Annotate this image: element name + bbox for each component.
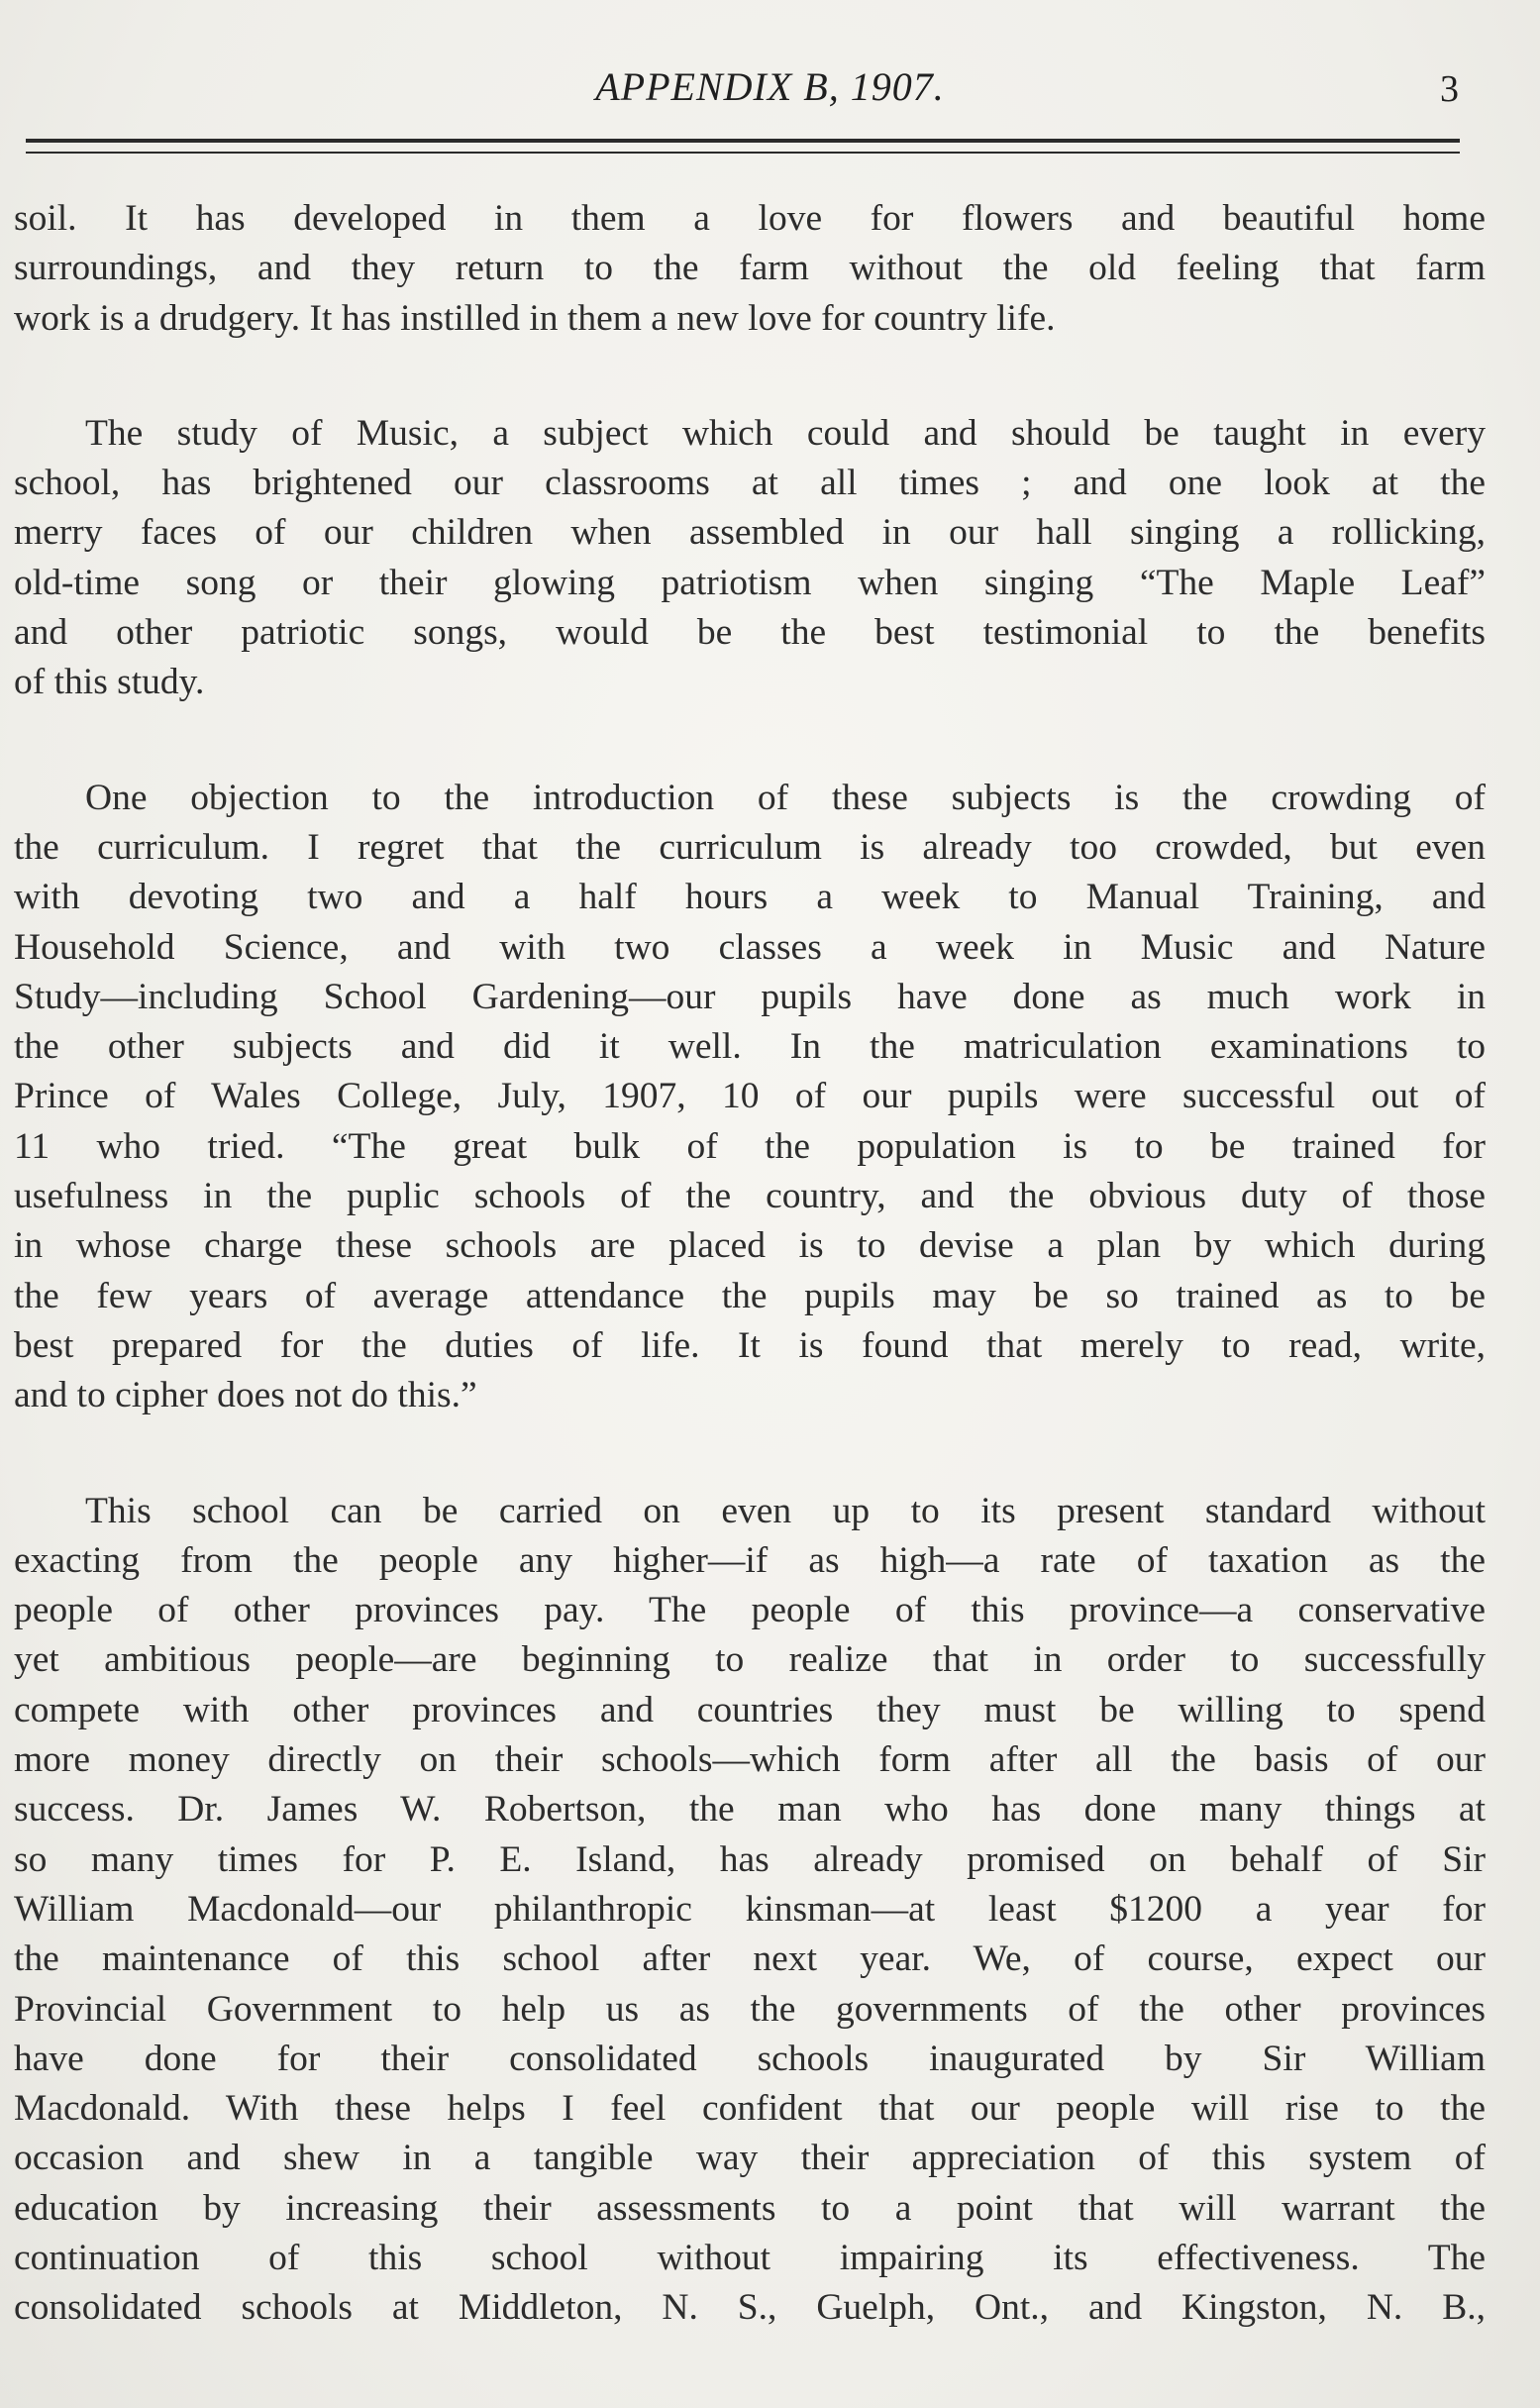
text-line: have done for their consolidated schools inaugurated by Sir William (14, 2038, 1486, 2079)
text-line: surroundings, and they return to the farm without the old feeling that farm (14, 248, 1486, 289)
text-line: the curriculum. I regret that the curriculum is already too crowded, but even (14, 826, 1486, 868)
body-text (14, 194, 1486, 2334)
text-line: exacting from the people any higher—if as high—a rate of taxation as the (14, 1539, 1486, 1581)
text-line: people of other provinces pay. The people of this province—a conservative (14, 1590, 1486, 1631)
text-line: compete with other provinces and countries they must be willing to spend (14, 1689, 1486, 1730)
text-line: One objection to the introduction of these subjects is the crowding of (85, 777, 1486, 818)
text-line: more money directly on their schools—which form after all the basis of our (14, 1739, 1486, 1781)
text-line: usefulness in the puplic schools of the country, and the obvious duty of those (14, 1176, 1486, 1217)
text-line: William Macdonald—our philanthropic kinsman—at least $1200 a year for (14, 1888, 1486, 1930)
text-line: merry faces of our children when assembled in our hall singing a rollicking, (14, 512, 1486, 554)
text-line: the other subjects and did it well. In the matriculation examinations to (14, 1026, 1486, 1068)
paragraph-4 (14, 1487, 1486, 2334)
text-line: and to cipher does not do this.” (14, 1375, 477, 1416)
text-line: This school can be carried on even up to its present standard without (85, 1490, 1486, 1531)
text-line: with devoting two and a half hours a week to Manual Training, and (14, 877, 1486, 918)
text-line: Macdonald. With these helps I feel confident that our people will rise to the (14, 2088, 1486, 2130)
text-line: yet ambitious people—are beginning to realize that in order to successfully (14, 1639, 1486, 1681)
paragraph-2 (14, 409, 1486, 708)
running-header (0, 63, 1540, 119)
paragraph-1 (14, 194, 1486, 344)
text-line: old-time song or their glowing patriotism when singing “The Maple Leaf” (14, 562, 1486, 603)
running-title: APPENDIX B, 1907. (595, 64, 945, 109)
text-line: best prepared for the duties of life. It is found that merely to read, write, (14, 1324, 1486, 1366)
text-line: education by increasing their assessments to a point that will warrant the (14, 2187, 1486, 2229)
text-line: work is a drudgery. It has instilled in them a new love for country life. (14, 297, 1056, 339)
header-rule (26, 139, 1460, 154)
text-line: The study of Music, a subject which could and should be taught in every (85, 412, 1486, 454)
text-line: school, has brightened our classrooms at all times ; and one look at the (14, 463, 1486, 504)
text-line: Prince of Wales College, July, 1907, 10 of our pupils were successful out of (14, 1076, 1486, 1117)
page-number: 3 (1440, 68, 1459, 110)
text-line: occasion and shew in a tangible way their appreciation of this system of (14, 2138, 1486, 2179)
text-line: 11 who tried. “The great bulk of the population is to be trained for (14, 1125, 1486, 1167)
text-line: Provincial Government to help us as the governments of the other provinces (14, 1988, 1486, 2030)
paragraph-3 (14, 774, 1486, 1421)
text-line: so many times for P. E. Island, has already promised on behalf of Sir (14, 1838, 1486, 1880)
text-line: in whose charge these schools are placed is to devise a plan by which during (14, 1225, 1486, 1267)
text-line: of this study. (14, 662, 205, 703)
text-line: the maintenance of this school after next year. We, of course, expect our (14, 1938, 1486, 1980)
text-line: the few years of average attendance the pupils may be so trained as to be (14, 1275, 1486, 1316)
text-line: consolidated schools at Middleton, N. S., Guelph, Ont., and Kingston, N. B., (14, 2287, 1486, 2329)
text-line: Household Science, and with two classes a week in Music and Nature (14, 926, 1486, 968)
text-line: Study—including School Gardening—our pupils have done as much work in (14, 976, 1486, 1017)
text-line: and other patriotic songs, would be the best testimonial to the benefits (14, 612, 1486, 654)
text-line: soil. It has developed in them a love for flowers and beautiful home (14, 198, 1486, 239)
text-line: success. Dr. James W. Robertson, the man who has done many things at (14, 1789, 1486, 1831)
text-line: continuation of this school without impairing its effectiveness. The (14, 2237, 1486, 2278)
